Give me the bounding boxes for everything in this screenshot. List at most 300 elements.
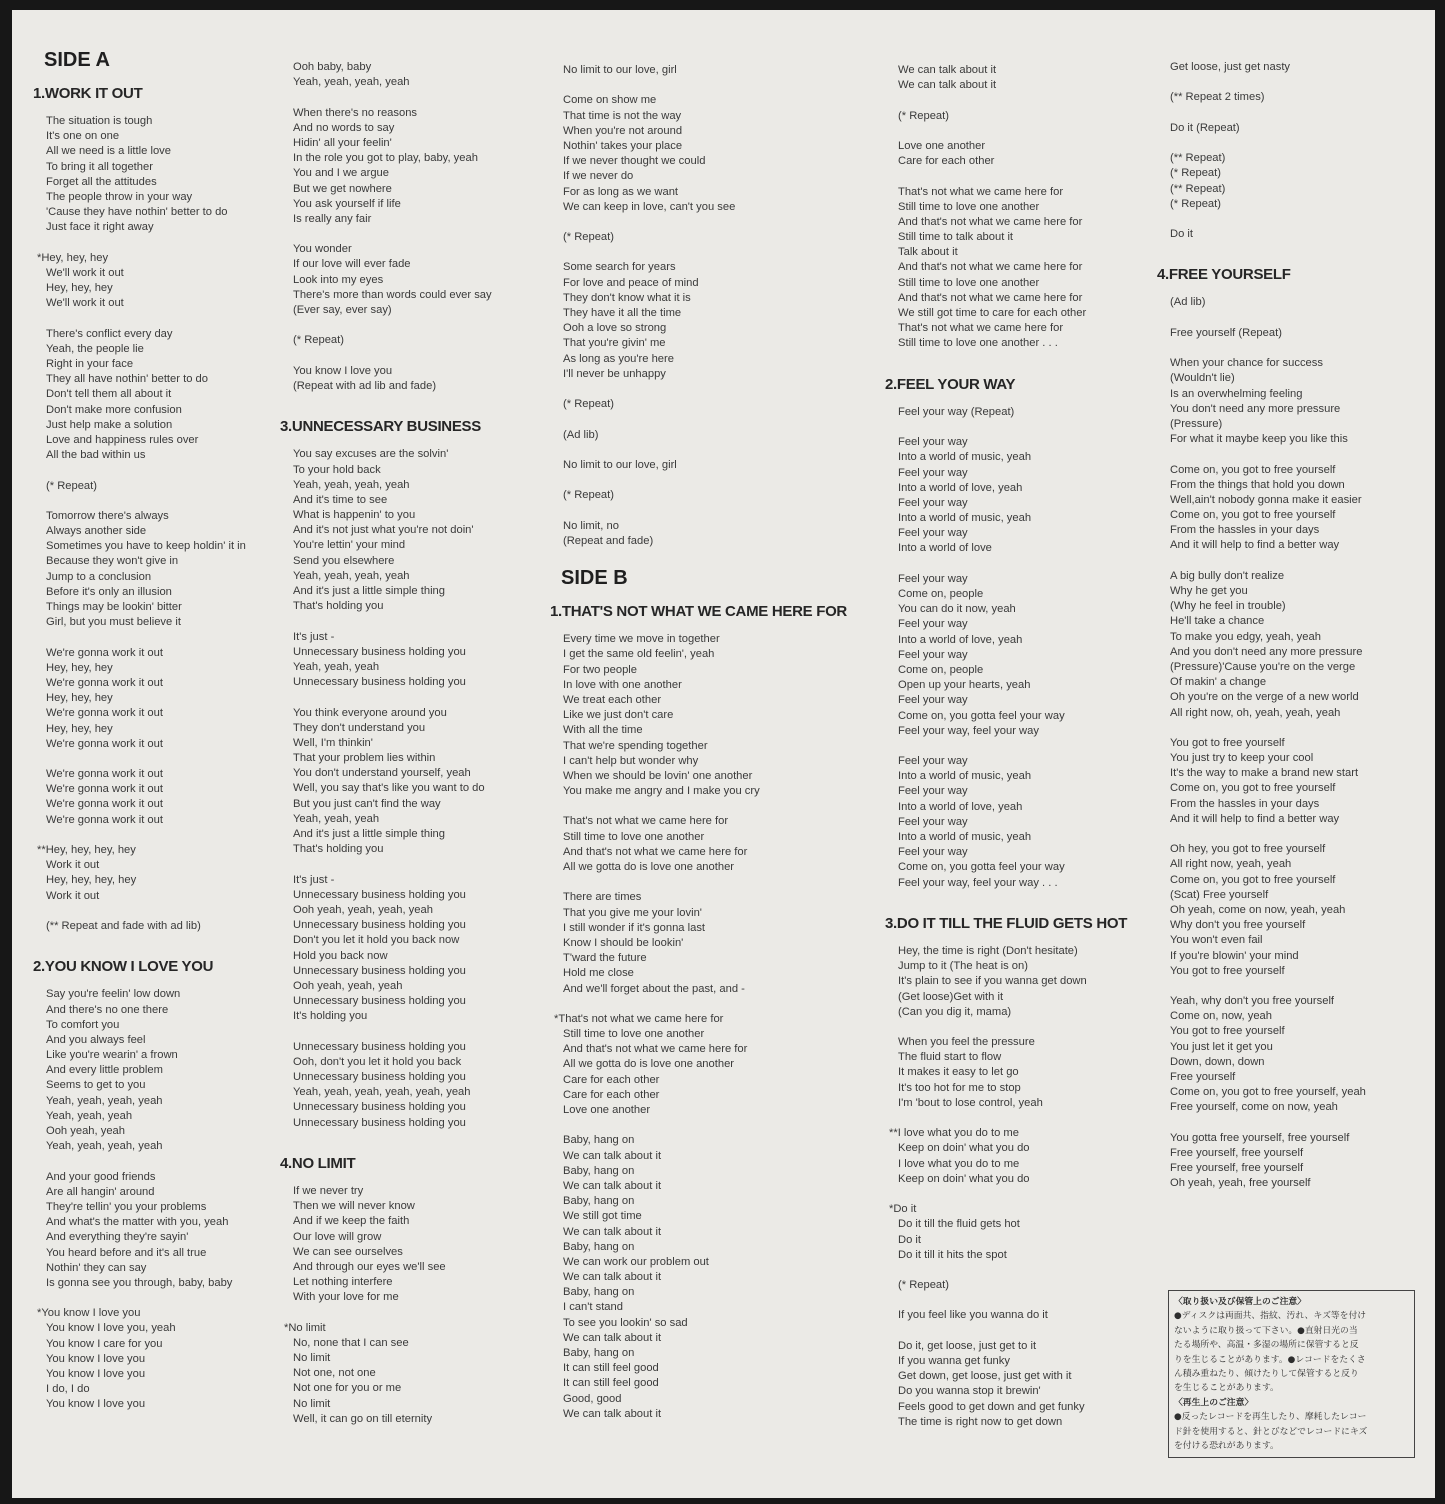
- lyric-line: Unnecessary business holding you: [293, 919, 466, 932]
- lyric-line: Yeah, yeah, yeah, yeah: [46, 1140, 163, 1153]
- lyric-line: 'Cause they have nothin' better to do: [46, 206, 228, 219]
- lyric-line: And through our eyes we'll see: [293, 1260, 446, 1273]
- stanza-break: [293, 318, 492, 333]
- lyric-line: We'll work it out: [46, 266, 124, 279]
- song-title: 1.THAT'S NOT WHAT WE CAME HERE FOR: [550, 603, 847, 621]
- handling-notice-box: [1168, 1290, 1415, 1458]
- lyric-line: Oh yeah, come on now, yeah, yeah: [1170, 903, 1346, 916]
- lyric-line: To your hold back: [293, 463, 381, 476]
- lyric-line: Sometimes you have to keep holdin' it in: [46, 540, 246, 553]
- lyric-line: Feel your way: [898, 755, 968, 768]
- lyric-line: Right in your face: [46, 358, 134, 370]
- lyric-line: (** Repeat 2 times): [1170, 91, 1265, 104]
- lyric-line: It can still feel good: [563, 1377, 659, 1390]
- stanza-break: [1170, 721, 1366, 736]
- lyric-line: You say excuses are the solvin': [293, 448, 449, 461]
- stanza-break: [563, 503, 847, 518]
- lyric-line: Come on, you got to free yourself: [1170, 509, 1336, 522]
- lyric-line: The time is right now to get down: [898, 1415, 1063, 1428]
- lyric-line: It can still feel good: [563, 1362, 659, 1375]
- stanza-break: [1170, 979, 1366, 994]
- lyric-line: They have it all the time: [563, 307, 682, 319]
- notice-line: ●反ったレコードを再生したり、摩耗したレコー: [1174, 1412, 1367, 1423]
- lyric-line: (* Repeat): [563, 398, 614, 411]
- lyric-line: **I love what you do to me: [889, 1127, 1019, 1140]
- lyric-line: We're gonna work it out: [46, 646, 163, 659]
- lyric-line: You heard before and it's all true: [46, 1246, 207, 1259]
- lyric-line: In love with one another: [563, 678, 682, 691]
- lyric-line: You don't need any more pressure: [1170, 402, 1341, 415]
- lyric-line: To make you edgy, yeah, yeah: [1170, 630, 1321, 643]
- lyric-line: Like you're wearin' a frown: [46, 1049, 178, 1062]
- lyric-line: Hold you back now: [293, 949, 388, 962]
- lyric-line: Girl, but you must believe it: [46, 616, 181, 629]
- lyric-line: They all have nothin' better to do: [46, 373, 208, 386]
- notice-heading: 〈再生上のご注意〉: [1174, 1397, 1254, 1408]
- lyric-line: And every little problem: [46, 1064, 163, 1077]
- lyric-line: Free yourself: [1170, 1071, 1236, 1083]
- stanza-break: [898, 1263, 1127, 1278]
- stanza-break: [898, 420, 1127, 435]
- lyric-line: (** Repeat): [1170, 152, 1226, 165]
- lyric-line: Care for each other: [898, 155, 995, 168]
- lyric-line: Baby, hang on: [563, 1347, 635, 1359]
- lyric-line: You got to free yourself: [1170, 964, 1285, 977]
- lyric-line: And that's not what we came here for: [563, 1043, 748, 1056]
- lyric-line: For love and peace of mind: [563, 276, 699, 289]
- lyric-line: It's just -: [293, 630, 335, 643]
- lyric-line: For what it maybe keep you like this: [1170, 433, 1348, 446]
- lyric-line: Keep on doin' what you do: [898, 1172, 1030, 1185]
- lyric-line: We're gonna work it out: [46, 813, 163, 826]
- lyric-line: Baby, hang on: [563, 1286, 635, 1299]
- lyric-line: Is gonna see you through, baby, baby: [46, 1276, 233, 1289]
- lyric-line: That you give me your lovin': [563, 906, 702, 919]
- lyric-line: Send you elsewhere: [293, 554, 395, 567]
- lyric-line: Every time we move in together: [563, 633, 720, 646]
- lyric-line: To see you lookin' so sad: [563, 1316, 688, 1329]
- lyric-line: It makes it easy to let go: [898, 1066, 1019, 1079]
- lyric-line: Unnecessary business holding you: [293, 1040, 466, 1053]
- stanza-break: [1170, 242, 1366, 257]
- lyric-line: And no words to say: [293, 121, 395, 134]
- stanza-break: [563, 215, 847, 230]
- lyric-line: And it's just a little simple thing: [293, 585, 445, 597]
- stanza-break: [898, 739, 1127, 754]
- side-heading: SIDE A: [44, 49, 110, 71]
- lyric-line: Come on, you gotta feel your way: [898, 709, 1065, 722]
- lyric-line: Free yourself (Repeat): [1170, 326, 1282, 339]
- lyric-line: Open up your hearts, yeah: [898, 679, 1031, 692]
- stanza-break: [46, 494, 246, 509]
- lyrics-column-2: [280, 60, 492, 1427]
- lyric-line: And your good friends: [46, 1170, 156, 1183]
- lyric-line: Ooh, don't you let it hold you back: [293, 1055, 462, 1068]
- lyric-line: Unnecessary business holding you: [293, 645, 466, 658]
- lyric-line: (Ad lib): [563, 428, 599, 441]
- stanza-break: [46, 236, 246, 251]
- lyric-line: Yeah, yeah, yeah, yeah: [46, 1094, 163, 1107]
- lyric-line: (Scat) Free yourself: [1170, 888, 1269, 901]
- lyric-line: That's not what we came here for: [898, 322, 1064, 335]
- lyric-line: Still time to love one another: [563, 1028, 705, 1041]
- lyric-line: Baby, hang on: [563, 1240, 635, 1253]
- lyric-line: And we'll forget about the past, and -: [563, 982, 745, 995]
- lyric-line: Ooh a love so strong: [563, 322, 667, 335]
- lyric-line: And that's not what we came here for: [898, 291, 1083, 304]
- lyric-line: Into a world of music, yeah: [898, 451, 1032, 464]
- stanza-break: [563, 412, 847, 427]
- lyric-line: When you feel the pressure: [898, 1036, 1035, 1049]
- lyric-line: When we should be lovin' one another: [563, 769, 753, 782]
- lyric-line: (Repeat and fade): [563, 534, 654, 547]
- lyric-line: (* Repeat): [898, 1279, 949, 1292]
- stanza-break: [563, 549, 847, 564]
- lyric-line: Feel your way, feel your way . . .: [898, 876, 1058, 889]
- lyric-line: Is really any fair: [293, 212, 372, 225]
- stanza-break: [1170, 136, 1366, 151]
- lyric-line: Why he get you: [1170, 585, 1248, 597]
- lyric-line: Yeah, why don't you free yourself: [1170, 995, 1335, 1008]
- lyric-line: Into a world of love, yeah: [898, 800, 1023, 813]
- stanza-break: [293, 90, 492, 105]
- lyric-line: We can talk about it: [563, 1271, 662, 1284]
- stanza-break: [563, 875, 847, 890]
- lyric-line: You know I care for you: [46, 1337, 163, 1350]
- lyric-line: Work it out: [46, 859, 100, 872]
- lyric-line: Do you wanna stop it brewin': [898, 1385, 1041, 1398]
- lyric-line: Before it's only an illusion: [46, 585, 172, 598]
- stanza-break: [293, 690, 492, 705]
- stanza-break: [563, 997, 847, 1012]
- lyric-line: And that's not what we came here for: [563, 845, 748, 858]
- lyric-line: Ooh baby, baby: [293, 61, 372, 73]
- lyric-line: The people throw in your way: [46, 190, 193, 203]
- lyric-line: Because they won't give in: [46, 555, 179, 568]
- lyric-line: Things may be lookin' bitter: [46, 601, 182, 613]
- stanza-break: [46, 463, 246, 478]
- stanza-break: [293, 1024, 492, 1039]
- notice-line: りを生じることがあります。●レコードをたくさ: [1174, 1354, 1366, 1365]
- lyric-line: A big bully don't realize: [1170, 569, 1285, 582]
- lyric-line: Unnecessary business holding you: [293, 1071, 466, 1083]
- lyric-line: All we gotta do is love one another: [563, 861, 735, 873]
- lyric-line: It's plain to see if you wanna get down: [898, 975, 1087, 988]
- lyric-line: Free yourself, free yourself: [1170, 1162, 1304, 1175]
- lyric-line: Feels good to get down and get funky: [898, 1400, 1085, 1413]
- lyric-line: Hey, hey, hey: [46, 722, 113, 735]
- notice-line: を付ける恐れがあります。: [1174, 1441, 1279, 1452]
- lyric-line: You know I love you: [46, 1368, 146, 1380]
- stanza-break: [46, 311, 246, 326]
- lyric-line: Ooh yeah, yeah, yeah, yeah: [293, 903, 433, 916]
- lyric-line: Feel your way: [898, 648, 968, 661]
- lyric-line: You know I love you: [46, 1398, 146, 1411]
- stanza-break: [563, 443, 847, 458]
- lyric-line: If we never try: [293, 1184, 364, 1197]
- lyric-line: Seems to get to you: [46, 1079, 146, 1092]
- lyric-line: No limit to our love, girl: [563, 458, 677, 471]
- lyric-line: Feel your way: [898, 527, 968, 540]
- lyric-line: We can talk about it: [563, 1407, 662, 1420]
- lyric-line: Just face it right away: [46, 221, 154, 234]
- lyric-line: When your chance for success: [1170, 357, 1323, 370]
- lyric-line: That's not what we came here for: [563, 815, 729, 828]
- lyric-line: Hey, the time is right (Don't hesitate): [898, 944, 1078, 957]
- lyric-line: You won't even fail: [1170, 934, 1263, 947]
- lyric-line: Talk about it: [898, 246, 958, 259]
- lyric-line: With all the time: [563, 724, 643, 737]
- notice-line: ん積み重ねたり、傾けたりして保管すると反り: [1174, 1369, 1359, 1380]
- lyric-line: Oh you're on the verge of a new world: [1170, 691, 1359, 704]
- lyric-line: And that's not what we came here for: [898, 261, 1083, 274]
- lyric-line: You got to free yourself: [1170, 736, 1285, 749]
- lyric-line: (* Repeat): [563, 489, 614, 502]
- lyric-line: (Can you dig it, mama): [898, 1005, 1012, 1018]
- lyric-line: I'll never be unhappy: [563, 367, 666, 380]
- lyric-line: I love what you do to me: [898, 1157, 1020, 1170]
- lyric-line: Well, it can go on till eternity: [293, 1412, 433, 1425]
- stanza-break: [1170, 212, 1366, 227]
- song-title: 3.DO IT TILL THE FLUID GETS HOT: [885, 914, 1128, 932]
- lyric-line: (Repeat with ad lib and fade): [293, 379, 437, 392]
- lyric-line: I'm 'bout to lose control, yeah: [898, 1096, 1043, 1109]
- lyric-line: I can't stand: [563, 1301, 623, 1314]
- stanza-break: [46, 904, 246, 919]
- lyric-line: Well, I'm thinkin': [293, 736, 373, 749]
- lyric-line: Don't you let it hold you back now: [293, 934, 460, 947]
- lyric-line: All right now, oh, yeah, yeah, yeah: [1170, 706, 1341, 719]
- song-title: 4.NO LIMIT: [280, 1154, 356, 1172]
- lyric-line: You ask yourself if life: [293, 197, 401, 210]
- lyric-line: Love and happiness rules over: [46, 433, 199, 446]
- stanza-break: [1170, 447, 1366, 462]
- lyric-line: Hey, hey, hey, hey: [46, 874, 137, 887]
- lyric-line: (Wouldn't lie): [1170, 372, 1235, 385]
- lyric-line: Jump to it (The heat is on): [898, 960, 1028, 973]
- lyric-line: Baby, hang on: [563, 1164, 635, 1177]
- lyric-line: For as long as we want: [563, 185, 679, 198]
- lyric-line: We can talk about it: [563, 1179, 662, 1192]
- lyric-line: Hold me close: [563, 967, 634, 980]
- lyric-line: And you always feel: [46, 1033, 146, 1046]
- lyric-line: Still time to love one another: [898, 276, 1040, 289]
- lyric-line: (Ad lib): [1170, 296, 1206, 309]
- lyric-line: Feel your way: [898, 618, 968, 631]
- lyrics-column-4: [885, 63, 1128, 1430]
- lyric-line: (* Repeat): [1170, 167, 1221, 180]
- lyric-line: If you wanna get funky: [898, 1355, 1010, 1367]
- lyric-line: And it will help to find a better way: [1170, 539, 1340, 552]
- lyric-line: With your love for me: [293, 1291, 399, 1304]
- stanza-break: [563, 799, 847, 814]
- stanza-break: [293, 394, 492, 409]
- stanza-break: [293, 227, 492, 242]
- lyric-line: It's just -: [293, 873, 335, 886]
- lyric-line: And everything they're sayin': [46, 1231, 189, 1244]
- lyric-line: That your problem lies within: [293, 752, 436, 765]
- lyric-line: Are all hangin' around: [46, 1185, 155, 1198]
- lyric-line: Unnecessary business holding you: [293, 1101, 466, 1114]
- lyric-line: Come on, people: [898, 588, 984, 600]
- stanza-break: [293, 857, 492, 872]
- side-heading: SIDE B: [561, 567, 628, 590]
- stanza-break: [898, 891, 1127, 906]
- lyric-line: That's holding you: [293, 600, 384, 613]
- lyric-line: And it's time to see: [293, 493, 388, 506]
- stanza-break: [1170, 554, 1366, 569]
- lyric-line: *No limit: [284, 1321, 326, 1334]
- lyric-line: Feel your way: [898, 496, 968, 509]
- lyric-line: Into a world of music, yeah: [898, 512, 1032, 525]
- lyric-line: No limit: [293, 1397, 331, 1410]
- stanza-break: [1170, 341, 1366, 356]
- lyric-line: Say you're feelin' low down: [46, 988, 181, 1001]
- stanza-break: [1170, 1116, 1366, 1131]
- lyric-line: Feel your way: [898, 846, 968, 859]
- stanza-break: [46, 1291, 246, 1306]
- lyric-line: We can talk about it: [563, 1331, 662, 1344]
- notice-heading: 〈取り扱い及び保管上のご注意〉: [1174, 1297, 1306, 1307]
- stanza-break: [563, 382, 847, 397]
- lyric-line: We'll work it out: [46, 297, 124, 310]
- lyric-line: That's holding you: [293, 843, 384, 856]
- lyric-line: Why don't you free yourself: [1170, 919, 1306, 932]
- lyric-line: And it's just a little simple thing: [293, 828, 445, 840]
- lyric-line: Love one another: [563, 1104, 651, 1116]
- lyric-line: Yeah, yeah, yeah, yeah: [293, 569, 410, 582]
- lyric-line: Is an overwhelming feeling: [1170, 387, 1303, 400]
- song-title: 4.FREE YOURSELF: [1157, 266, 1291, 284]
- lyric-line: There's more than words could ever say: [293, 288, 492, 301]
- lyric-line: It's holding you: [293, 1010, 368, 1023]
- lyric-line: Yeah, yeah, yeah: [293, 812, 380, 825]
- lyric-line: Into a world of music, yeah: [898, 770, 1032, 783]
- lyric-line: The fluid start to flow: [898, 1051, 1002, 1064]
- lyric-line: Do it till it hits the spot: [898, 1248, 1007, 1261]
- lyric-line: We can talk about it: [898, 79, 997, 92]
- lyric-line: T'ward the future: [563, 952, 647, 965]
- lyric-line: Hey, hey, hey: [46, 692, 113, 705]
- lyric-line: Come on, now, yeah: [1170, 1010, 1272, 1023]
- lyric-line: Work it out: [46, 889, 100, 902]
- lyric-line: Come on, you got to free yourself, yeah: [1170, 1086, 1366, 1099]
- lyric-line: Feel your way, feel your way: [898, 724, 1039, 737]
- lyric-line: You can do it now, yeah: [898, 603, 1016, 616]
- stanza-break: [898, 1111, 1127, 1126]
- lyric-line: Do it till the fluid gets hot: [898, 1218, 1020, 1231]
- lyric-line: (Pressure): [1170, 417, 1223, 430]
- lyric-line: If you feel like you wanna do it: [898, 1309, 1048, 1322]
- lyric-line: It's one on one: [46, 130, 120, 143]
- lyric-line: Into a world of love, yeah: [898, 633, 1023, 646]
- stanza-break: [46, 934, 246, 949]
- lyric-line: **Hey, hey, hey, hey: [37, 844, 136, 856]
- lyric-line: Come on, you got to free yourself: [1170, 873, 1336, 886]
- lyric-line: And there's no one there: [46, 1003, 169, 1016]
- lyric-line: Into a world of love, yeah: [898, 481, 1023, 494]
- stanza-break: [293, 614, 492, 629]
- lyric-line: We're gonna work it out: [46, 737, 163, 750]
- lyric-line: We still got time: [563, 1210, 642, 1223]
- lyric-line: No limit: [293, 1352, 331, 1364]
- lyric-line: From the things that hold you down: [1170, 478, 1345, 491]
- lyric-line: He'll take a chance: [1170, 615, 1265, 628]
- lyric-line: Unnecessary business holding you: [293, 676, 466, 689]
- lyric-line: Do it: [898, 1233, 922, 1246]
- lyric-line: Care for each other: [563, 1073, 660, 1086]
- lyric-line: Get loose, just get nasty: [1170, 61, 1291, 73]
- lyric-line: We're gonna work it out: [46, 798, 163, 811]
- lyric-line: If you're blowin' your mind: [1170, 949, 1299, 962]
- stanza-break: [898, 124, 1127, 139]
- stanza-break: [898, 1020, 1127, 1035]
- lyric-line: All right now, yeah, yeah: [1170, 858, 1292, 871]
- lyric-line: Of makin' a change: [1170, 676, 1267, 689]
- lyric-line: Down, down, down: [1170, 1055, 1265, 1068]
- lyric-line: As long as you're here: [563, 352, 674, 365]
- lyric-line: Don't make more confusion: [46, 403, 182, 416]
- lyric-line: Feel your way: [898, 572, 968, 585]
- lyric-line: I get the same old feelin', yeah: [563, 648, 715, 661]
- lyric-line: We're gonna work it out: [46, 676, 163, 689]
- lyric-line: And if we keep the faith: [293, 1215, 410, 1228]
- lyric-line: We can talk about it: [563, 1149, 662, 1162]
- lyric-line: Just help make a solution: [46, 418, 173, 431]
- lyric-line: That we're spending together: [563, 739, 708, 752]
- lyric-line: We're gonna work it out: [46, 768, 163, 781]
- lyric-line: You wonder: [293, 243, 352, 256]
- lyric-line: Free yourself, free yourself: [1170, 1146, 1304, 1159]
- lyric-line: Hidin' all your feelin': [293, 136, 392, 149]
- stanza-break: [1170, 311, 1366, 326]
- lyric-line: Like we just don't care: [563, 709, 674, 722]
- lyric-line: Free yourself, come on now, yeah: [1170, 1101, 1338, 1114]
- stanza-break: [46, 828, 246, 843]
- lyric-line: The situation is tough: [46, 115, 153, 127]
- lyric-line: Know I should be lookin': [563, 936, 684, 949]
- lyric-line: Look into my eyes: [293, 273, 384, 286]
- lyric-line: Care for each other: [563, 1088, 660, 1101]
- lyrics-column-5: [1157, 60, 1366, 1192]
- notice-line: ド針を使用すると、針とびなどでレコードにキズ: [1174, 1426, 1368, 1437]
- lyrics-column-3: [550, 63, 847, 1422]
- lyric-line: Yeah, yeah, yeah, yeah, yeah, yeah: [293, 1086, 471, 1099]
- lyric-line: If we never do: [563, 170, 634, 183]
- lyric-line: Unnecessary business holding you: [293, 995, 466, 1008]
- lyric-line: That's not what we came here for: [898, 185, 1064, 198]
- lyric-line: Get down, get loose, just get with it: [898, 1370, 1072, 1383]
- lyric-line: You just try to keep your cool: [1170, 752, 1314, 765]
- lyric-line: Good, good: [563, 1392, 622, 1405]
- lyric-line: Feel your way: [898, 694, 968, 707]
- song-title: 2.YOU KNOW I LOVE YOU: [33, 958, 214, 976]
- lyric-line: Hey, hey, hey: [46, 661, 113, 674]
- stanza-break: [46, 1154, 246, 1169]
- lyric-line: *Hey, hey, hey: [37, 251, 109, 264]
- notice-line: ないように取り扱って下さい。●直射日光の当: [1174, 1325, 1358, 1336]
- lyric-line: Ooh yeah, yeah: [46, 1125, 125, 1137]
- lyric-line: And that's not what we came here for: [898, 215, 1083, 228]
- lyric-line: You know I love you, yeah: [46, 1322, 176, 1335]
- lyric-line: Oh hey, you got to free yourself: [1170, 843, 1326, 856]
- lyric-line: They're tellin' you your problems: [46, 1200, 207, 1213]
- lyric-line: All the bad within us: [46, 449, 146, 462]
- lyric-line: We can work our problem out: [563, 1255, 709, 1268]
- lyric-line: Not one for you or me: [293, 1382, 402, 1395]
- stanza-break: [293, 1305, 492, 1320]
- lyric-line: In the role you got to play, baby, yeah: [293, 152, 478, 165]
